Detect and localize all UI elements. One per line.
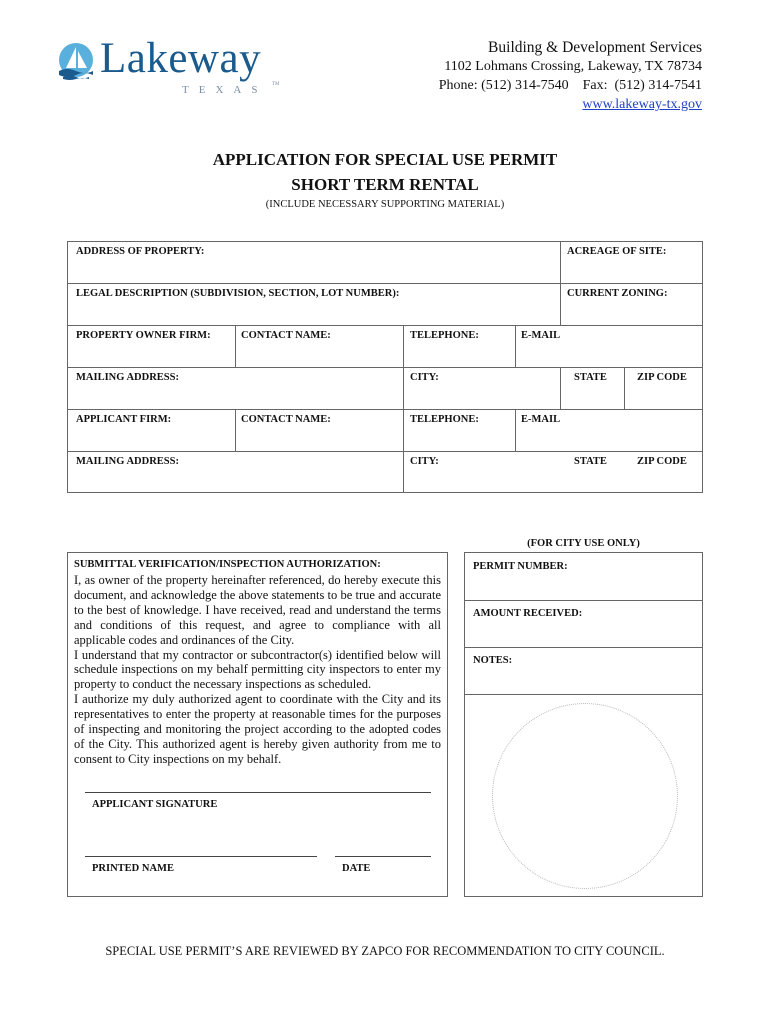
agency-phone-fax: Phone: (512) 314-7540 Fax: (512) 314-7541	[438, 78, 702, 93]
sailboat-sun-icon	[56, 42, 96, 82]
agency-address: 1102 Lohmans Crossing, Lakeway, TX 78734	[444, 59, 702, 74]
col-divider	[403, 451, 404, 493]
footer-note: SPECIAL USE PERMIT’S ARE REVIEWED BY ZAPCO FOR RECOMMENDATION TO CITY COUNCIL.	[105, 944, 665, 958]
verification-paragraph: I authorize my duly authorized agent to coordinate with the City and its representatives to enter the property at reasonable times for the purposes of inspecting and monitoring the project according to the adopted codes of the City. This authorized agent is hereby given authority from me to consent to City inspections on my behalf.	[74, 692, 441, 766]
verification-paragraph: I understand that my contractor or subcontractor(s) identified below will schedule inspections on my behalf permitting city inspectors to enter my property to conduct the necessary inspections as scheduled.	[74, 647, 441, 692]
agency-website-link[interactable]: www.lakeway-tx.gov	[582, 97, 702, 112]
current-zoning-field[interactable]: CURRENT ZONING:	[567, 288, 668, 299]
applicant-telephone-field[interactable]: TELEPHONE:	[410, 414, 479, 425]
owner-zip-code-field[interactable]: ZIP CODE	[637, 372, 687, 383]
notes-field[interactable]: NOTES:	[473, 655, 513, 666]
form-note: (INCLUDE NECESSARY SUPPORTING MATERIAL)	[265, 199, 505, 210]
form-subtitle: SHORT TERM RENTAL	[291, 175, 479, 194]
row-divider	[68, 325, 702, 326]
col-divider	[624, 367, 625, 409]
form-title: APPLICATION FOR SPECIAL USE PERMIT	[212, 150, 558, 169]
row-divider	[465, 600, 702, 601]
verification-heading: SUBMITTAL VERIFICATION/INSPECTION AUTHORIZATION:	[74, 559, 381, 570]
applicant-firm-field[interactable]: APPLICANT FIRM:	[76, 414, 172, 425]
city-seal-area	[492, 703, 678, 889]
agency-contact-block	[439, 38, 702, 114]
col-divider	[560, 367, 561, 409]
row-divider	[465, 647, 702, 648]
row-divider	[68, 409, 702, 410]
date-line[interactable]	[335, 856, 431, 857]
logo-wordmark: Lakeway	[100, 35, 262, 82]
owner-contact-name-field[interactable]: CONTACT NAME:	[241, 330, 331, 341]
logo-state: TEXAS	[182, 84, 268, 96]
amount-received-field[interactable]: AMOUNT RECEIVED:	[473, 608, 583, 619]
permit-number-field[interactable]: PERMIT NUMBER:	[473, 561, 568, 572]
verification-paragraph: I, as owner of the property hereinafter referenced, do hereby execute this document, and acknowledge the above statements to be true and accurate to the best of knowledge. I have received, read and understand the terms and conditions of this request, and agree to compliance with all applicable codes and ordinances of the City.	[74, 573, 441, 647]
city-use-heading: (FOR CITY USE ONLY)	[527, 538, 640, 549]
col-divider	[403, 409, 404, 451]
applicant-contact-name-field[interactable]: CONTACT NAME:	[241, 414, 331, 425]
city-use-box	[464, 552, 703, 897]
col-divider	[235, 325, 236, 367]
address-of-property-field[interactable]: ADDRESS OF PROPERTY:	[76, 246, 205, 257]
agency-name: Building & Development Services	[488, 39, 702, 56]
printed-name-line[interactable]	[85, 856, 317, 857]
row-divider	[68, 283, 702, 284]
lakeway-logo	[56, 35, 286, 102]
applicant-state-field[interactable]: STATE	[574, 456, 607, 467]
col-divider	[235, 409, 236, 451]
applicant-city-field[interactable]: CITY:	[410, 456, 439, 467]
row-divider	[465, 694, 702, 695]
row-divider	[68, 367, 702, 368]
property-owner-firm-field[interactable]: PROPERTY OWNER FIRM:	[76, 330, 211, 341]
col-divider	[515, 409, 516, 451]
legal-description-field[interactable]: LEGAL DESCRIPTION (SUBDIVISION, SECTION, LOT NUMBER):	[76, 288, 400, 299]
verification-box	[67, 552, 448, 897]
col-divider	[403, 367, 404, 409]
owner-email-field[interactable]: E-MAIL	[521, 330, 561, 341]
owner-telephone-field[interactable]: TELEPHONE:	[410, 330, 479, 341]
verification-text	[74, 573, 441, 767]
applicant-email-field[interactable]: E-MAIL	[521, 414, 561, 425]
col-divider	[403, 325, 404, 367]
property-form-table	[67, 241, 703, 493]
logo-trademark: TM	[272, 82, 280, 87]
col-divider	[560, 242, 561, 325]
applicant-mailing-address-field[interactable]: MAILING ADDRESS:	[76, 456, 179, 467]
col-divider	[515, 325, 516, 367]
owner-city-field[interactable]: CITY:	[410, 372, 439, 383]
owner-state-field[interactable]: STATE	[574, 372, 607, 383]
applicant-signature-line[interactable]	[85, 792, 431, 793]
row-divider	[68, 451, 702, 452]
printed-name-label: PRINTED NAME	[92, 863, 174, 874]
applicant-zip-code-field[interactable]: ZIP CODE	[637, 456, 687, 467]
applicant-signature-label: APPLICANT SIGNATURE	[92, 799, 218, 810]
date-label: DATE	[342, 863, 371, 874]
acreage-of-site-field[interactable]: ACREAGE OF SITE:	[567, 246, 667, 257]
owner-mailing-address-field[interactable]: MAILING ADDRESS:	[76, 372, 179, 383]
